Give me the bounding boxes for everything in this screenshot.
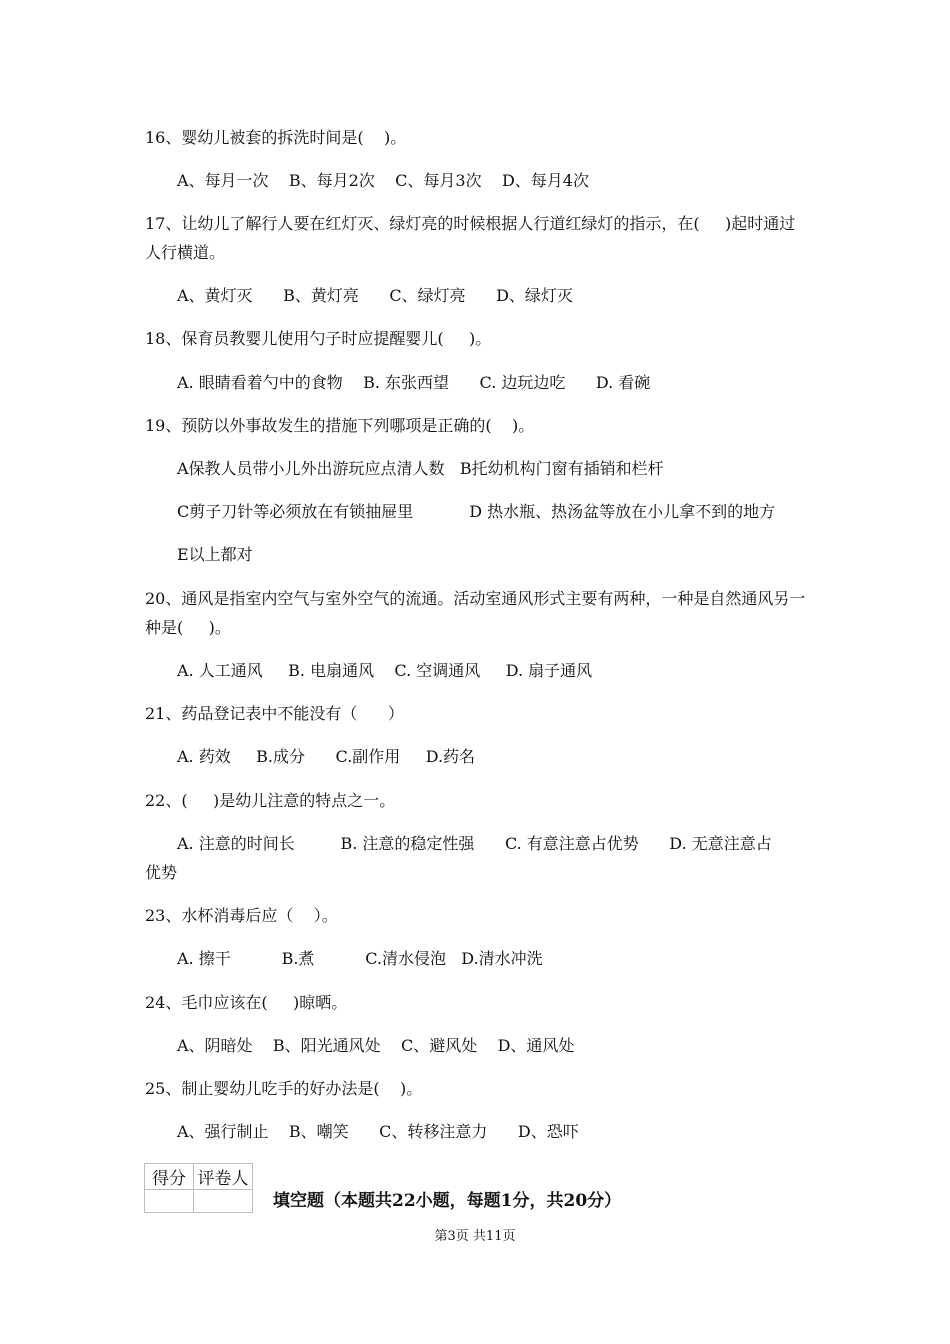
score-box [144,1163,253,1213]
question-20-options: A. 人工通风 B. 电扇通风 C. 空调通风 D. 扇子通风 [177,661,593,680]
question-23-options: A. 擦干 B.煮 C.清水侵泡 D.清水冲洗 [177,949,543,968]
question-20: 20、通风是指室内空气与室外空气的流通。活动室通风形式主要有两种，一种是自然通风另一种是( )。 [145,589,806,637]
score-cell [145,1190,194,1213]
question-21-options: A. 药效 B.成分 C.副作用 D.药名 [177,747,476,766]
question-17-options: A、黄灯灭 B、黄灯亮 C、绿灯亮 D、绿灯灭 [177,286,573,305]
reviewer-cell [194,1190,253,1213]
question-22-options: A. 注意的时间长 B. 注意的稳定性强 C. 有意注意占优势 D. 无意注意占优势 [145,834,772,882]
question-24-options: A、阴暗处 B、阳光通风处 C、避风处 D、通风处 [177,1036,575,1055]
question-19-option-line-1: A保教人员带小儿外出游玩应点清人数 B托幼机构门窗有插销和栏杆 [177,459,664,478]
section-title: 填空题（本题共22小题，每题1分，共20分） [273,1191,622,1211]
question-22: 22、( )是幼儿注意的特点之一。 [145,791,396,810]
question-18: 18、保育员教婴儿使用勺子时应提醒婴儿( )。 [145,329,492,348]
question-19: 19、预防以外事故发生的措施下列哪项是正确的( )。 [145,416,535,435]
question-25-options: A、强行制止 B、嘲笑 C、转移注意力 D、恐吓 [177,1122,579,1141]
question-23: 23、水杯消毒后应（ ）。 [145,906,338,925]
reviewer-label: 评卷人 [194,1164,253,1190]
question-17: 17、让幼儿了解行人要在红灯灭、绿灯亮的时候根据人行道红绿灯的指示，在( )起时通过人行横道。 [145,214,796,262]
page-footer: 第3页 共11页 [434,1229,516,1244]
question-16-options: A、每月一次 B、每月2次 C、每月3次 D、每月4次 [177,171,589,190]
question-19-option-line-2: C剪子刀针等必须放在有锁抽屉里 D 热水瓶、热汤盆等放在小儿拿不到的地方 [177,502,776,521]
question-25: 25、制止婴幼儿吃手的好办法是( )。 [145,1079,423,1098]
question-24: 24、毛巾应该在( )晾晒。 [145,993,348,1012]
question-19-option-line-3: E以上都对 [177,545,253,564]
question-18-options: A. 眼睛看着勺中的食物 B. 东张西望 C. 边玩边吃 D. 看碗 [177,373,651,392]
question-21: 21、药品登记表中不能没有（ ） [145,704,404,723]
score-label: 得分 [145,1164,194,1190]
question-16: 16、婴幼儿被套的拆洗时间是( )。 [145,128,407,147]
